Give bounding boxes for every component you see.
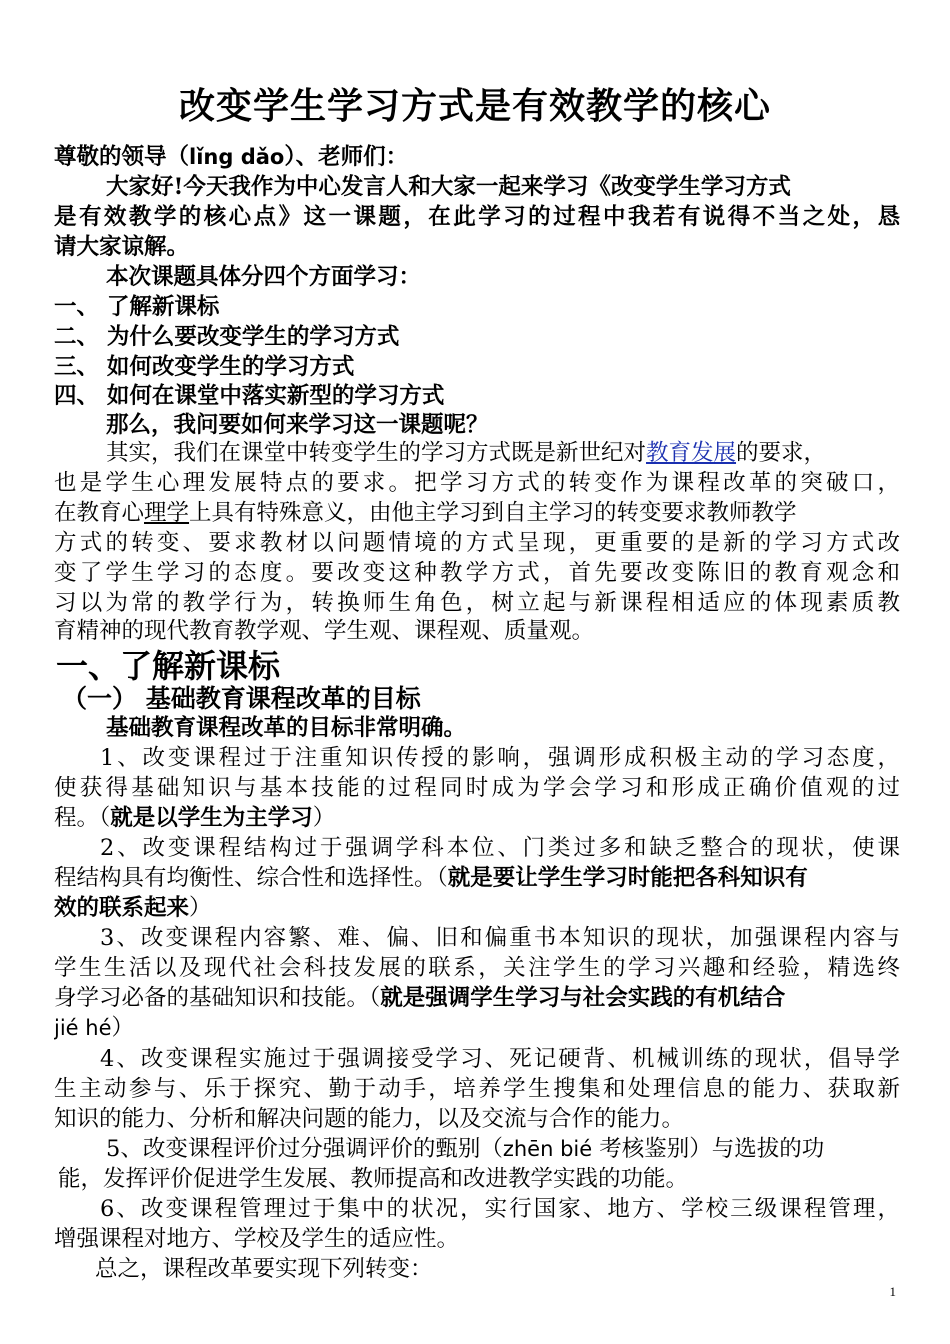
goal-4-line: 4、改变课程实施过于强调接受学习、死记硬背、机械训练的现状，倡导学 <box>100 1046 900 1072</box>
page-number: 1 <box>889 1284 896 1299</box>
goal-4-line: 生主动参与、乐于探究、勤于动手，培养学生搜集和处理信息的能力、获取新 <box>54 1076 900 1102</box>
goal-6-line: 6、改变课程管理过于集中的状况，实行国家、地方、学校三级课程管理， <box>100 1196 900 1222</box>
intro-line: 大家好!今天我作为中心发言人和大家一起来学习《改变学生学习方式 <box>106 174 791 200</box>
goal-3-line: jié hé） <box>54 1015 135 1041</box>
intro-line: 是有效教学的核心点》这一课题，在此学习的过程中我若有说得不当之处，恳 <box>54 204 900 230</box>
intro-question: 那么，我问要如何来学习这一课题呢？ <box>106 412 489 438</box>
outline-item: 二、 为什么要改变学生的学习方式 <box>54 324 400 350</box>
paragraph-line: 习以为常的教学行为，转换师生角色，树立起与新课程相适应的体现素质教 <box>54 590 900 616</box>
summary-line: 总之，课程改革要实现下列转变： <box>95 1256 433 1282</box>
outline-item: 四、 如何在课堂中落实新型的学习方式 <box>54 383 445 409</box>
goal-5-line: 5、改变课程评价过分强调评价的甄别（zhēn bié 考核鉴别）与选拔的功 <box>106 1136 825 1162</box>
pinyin-annotation: jié hé <box>54 1016 112 1040</box>
link-education-development[interactable]: 教育发展 <box>646 440 737 466</box>
goal-3-line: 3、改变课程内容繁、难、偏、旧和偏重书本知识的现状，加强课程内容与 <box>100 925 900 951</box>
goal-2-line: 效的联系起来） <box>54 895 212 921</box>
goal-2-line: 2、改变课程结构过于强调学科本位、门类过多和缺乏整合的现状，使课 <box>100 835 900 861</box>
paragraph-line: 在教育心理学上具有特殊意义，由他主学习到自主学习的转变要求教师教学 <box>54 500 797 526</box>
outline-item: 三、 如何改变学生的学习方式 <box>54 354 355 380</box>
goal-3-line: 学生生活以及现代社会科技发展的联系，关注学生的学习兴趣和经验，精选终 <box>54 955 900 981</box>
paragraph-line: 变了学生学习的态度。要改变这种教学方式，首先要改变陈旧的教育观念和 <box>54 560 900 586</box>
page-title: 改变学生学习方式是有效教学的核心 <box>178 85 771 127</box>
goal-6-line: 增强课程对地方、学校及学生的适应性。 <box>54 1226 460 1252</box>
paragraph-line: 其实，我们在课堂中转变学生的学习方式既是新世纪对教育发展的要求， <box>106 440 827 466</box>
goal-1-line: 使获得基础知识与基本技能的过程同时成为学会学习和形成正确价值观的过 <box>54 775 900 801</box>
paragraph-line: 方式的转变、要求教材以问题情境的方式呈现，更重要的是新的学习方式改 <box>54 530 900 556</box>
goal-3-line: 身学习必备的基础知识和技能。（就是强调学生学习与社会实践的有机结合 <box>54 985 786 1011</box>
pinyin-annotation: zhēn bié <box>502 1137 593 1161</box>
pinyin-annotation: lǐng dǎo <box>189 145 285 169</box>
intro-line: 请大家谅解。 <box>54 234 190 260</box>
section-lead: 基础教育课程改革的目标非常明确。 <box>106 715 467 741</box>
goal-1-line: 1、改变课程过于注重知识传授的影响，强调形成积极主动的学习态度， <box>100 745 900 771</box>
intro-line: 本次课题具体分四个方面学习： <box>106 264 422 290</box>
paragraph-line: 育精神的现代教育教学观、学生观、课程观、质量观。 <box>54 618 595 644</box>
subsection-heading: （一） 基础教育课程改革的目标 <box>62 684 421 713</box>
goal-1-line: 程。（就是以学生为主学习） <box>54 805 336 831</box>
greeting-line: 尊敬的领导（lǐng dǎo）、老师们： <box>54 144 409 170</box>
goal-4-line: 知识的能力、分析和解决问题的能力，以及交流与合作的能力。 <box>54 1106 685 1132</box>
goal-5-line: 能，发挥评价促进学生发展、教师提高和改进教学实践的功能。 <box>58 1166 689 1192</box>
underlined-term: 理学 <box>144 500 190 526</box>
goal-2-line: 程结构具有均衡性、综合性和选择性。（就是要让学生学习时能把各科知识有 <box>54 865 808 891</box>
section-heading: 一、了解新课标 <box>56 647 281 685</box>
outline-item: 一、 了解新课标 <box>54 294 220 320</box>
paragraph-line: 也是学生心理发展特点的要求。把学习方式的转变作为课程改革的突破口， <box>54 470 900 496</box>
